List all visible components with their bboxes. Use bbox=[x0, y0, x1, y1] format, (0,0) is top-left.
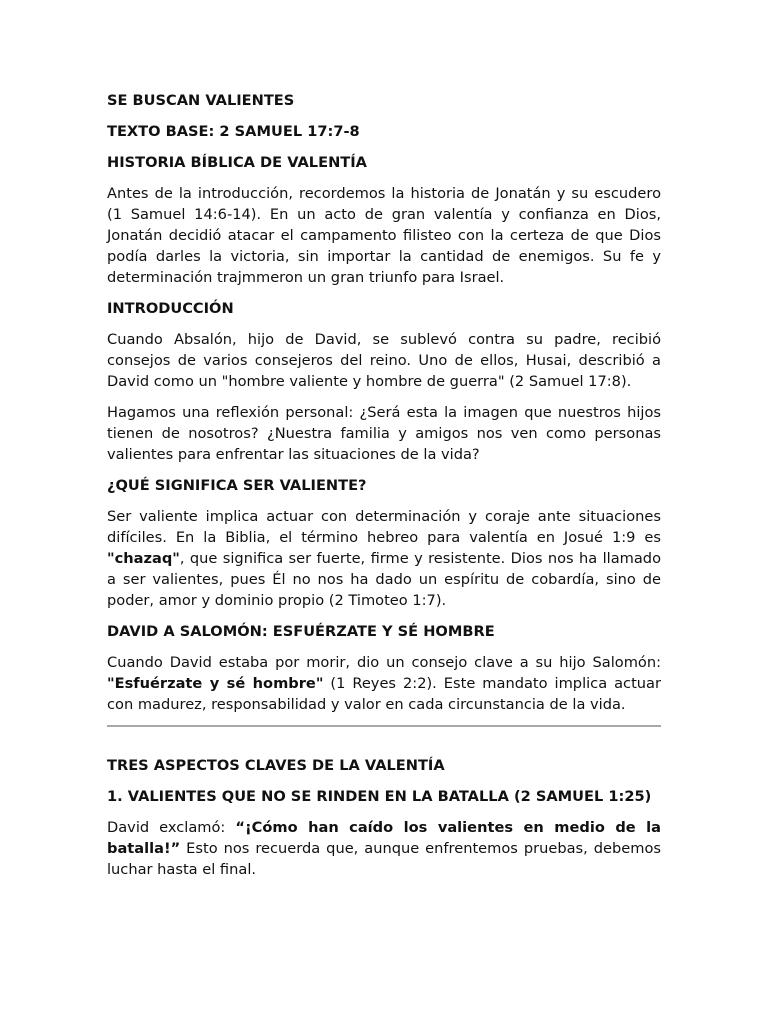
david-heading: DAVID A SALOMÓN: ESFUÉRZATE Y SÉ HOMBRE bbox=[107, 623, 495, 640]
aspect-1-text-a: David exclamó: bbox=[107, 819, 236, 836]
meaning-text-a: Ser valiente implica actuar con determinación y coraje ante situaciones difíciles. En la Biblia, el término hebreo para valentía en Josué 1:9 es bbox=[107, 508, 661, 546]
meaning-heading: ¿QUÉ SIGNIFICA SER VALIENTE? bbox=[107, 477, 367, 494]
meaning-hebrew-term: "chazaq" bbox=[107, 550, 180, 567]
david-quote: "Esfuérzate y sé hombre" bbox=[107, 675, 324, 692]
aspect-1-quote: “¡Cómo han caído los valientes en medio de la batalla!” bbox=[107, 819, 661, 857]
aspect-1-paragraph bbox=[107, 817, 661, 880]
meaning-paragraph bbox=[107, 506, 661, 611]
history-paragraph: Antes de la introducción, recordemos la historia de Jonatán y su escudero (1 Samuel 14:6-14). En un acto de gran valentía y confianza en Dios, Jonatán decidió atacar el campamento filisteo con la certeza de que Dios podía darles la victoria, sin importar la cantidad de enemigos. Su fe y determinación trajmmeron un gran triunfo para Israel. bbox=[107, 185, 661, 286]
base-text-heading: TEXTO BASE: 2 SAMUEL 17:7-8 bbox=[107, 123, 360, 140]
intro-paragraph-1: Cuando Absalón, hijo de David, se sublevó contra su padre, recibió consejos de varios consejeros del reino. Uno de ellos, Husai, describió a David como un "hombre valiente y hombre de guerra" (2 Samuel 17:8). bbox=[107, 331, 661, 390]
section-divider bbox=[107, 725, 661, 727]
history-heading: HISTORIA BÍBLICA DE VALENTÍA bbox=[107, 154, 367, 171]
aspect-1-text-b: Esto nos recuerda que, aunque enfrentemos pruebas, debemos luchar hasta el final. bbox=[107, 840, 661, 878]
document-title: SE BUSCAN VALIENTES bbox=[107, 92, 295, 109]
intro-paragraph-2: Hagamos una reflexión personal: ¿Será esta la imagen que nuestros hijos tienen de nosotros? ¿Nuestra familia y amigos nos ven como personas valientes para enfrentar las situaciones de la vida? bbox=[107, 404, 661, 463]
aspect-1-heading: 1. VALIENTES QUE NO SE RINDEN EN LA BATALLA (2 SAMUEL 1:25) bbox=[107, 788, 652, 805]
document-page bbox=[107, 90, 661, 890]
david-text-b: (1 Reyes 2:2). Este mandato implica actuar con madurez, responsabilidad y valor en cada circunstancia de la vida. bbox=[107, 675, 661, 713]
intro-heading: INTRODUCCIÓN bbox=[107, 300, 234, 317]
aspects-heading: TRES ASPECTOS CLAVES DE LA VALENTÍA bbox=[107, 757, 445, 774]
meaning-text-b: , que significa ser fuerte, firme y resistente. Dios nos ha llamado a ser valientes, pues Él no nos ha dado un espíritu de cobardía, sino de poder, amor y dominio propio (2 Timoteo 1:7). bbox=[107, 550, 661, 609]
david-text-a: Cuando David estaba por morir, dio un consejo clave a su hijo Salomón: bbox=[107, 654, 661, 671]
david-paragraph bbox=[107, 652, 661, 715]
